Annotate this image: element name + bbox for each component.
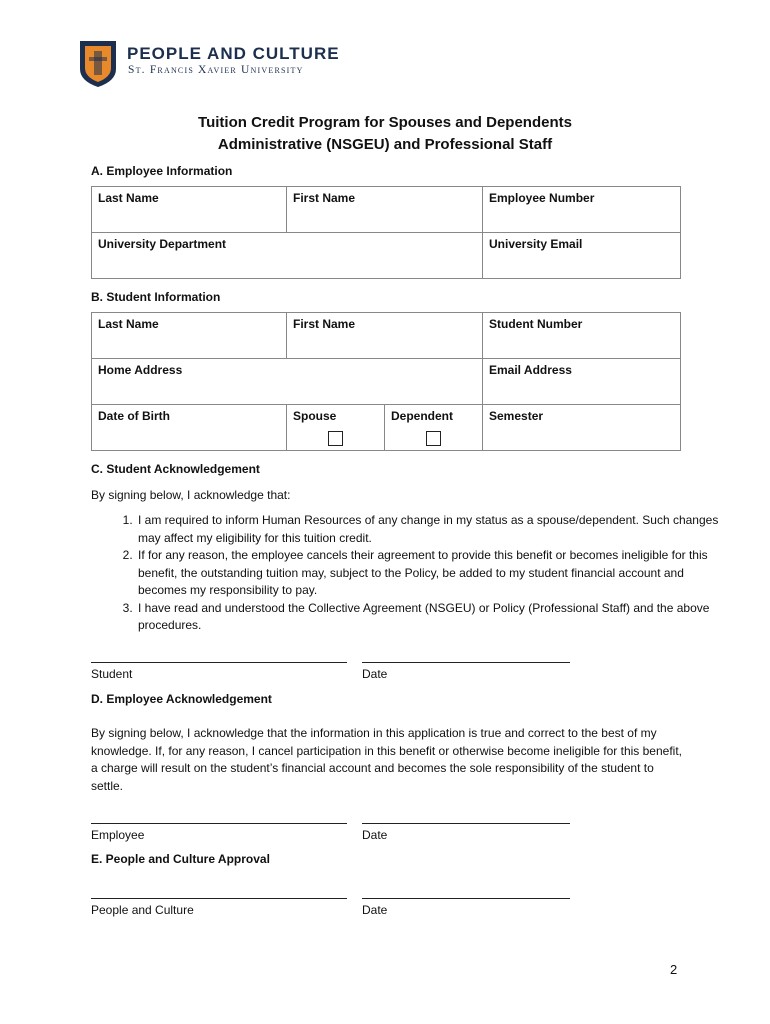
employee-date-line[interactable]: [362, 823, 570, 824]
university-email-field[interactable]: [483, 233, 681, 279]
field-label: Home Address: [98, 363, 183, 377]
list-item: 3. I have read and understood the Collective Agreement (NSGEU) or Policy (Professional Staff) and the above procedures.: [136, 600, 726, 635]
student-first-name-field[interactable]: [287, 313, 483, 359]
people-culture-signature-label: People and Culture: [91, 903, 194, 917]
spouse-option: [287, 405, 385, 451]
student-date-label: Date: [362, 667, 388, 681]
field-label: University Email: [489, 237, 583, 251]
dependent-checkbox[interactable]: [426, 431, 441, 446]
university-department-field[interactable]: [92, 233, 483, 279]
semester-field[interactable]: [483, 405, 681, 451]
brand-title: PEOPLE AND CULTURE: [127, 44, 340, 63]
employee-signature-label: Employee: [91, 828, 145, 842]
student-signature-label: Student: [91, 667, 133, 681]
brand-subtitle: St. Francis Xavier University: [128, 64, 304, 76]
page-number: 2: [670, 962, 678, 977]
field-label: Date of Birth: [98, 409, 170, 423]
people-culture-signature-line[interactable]: [91, 898, 347, 899]
field-label: Dependent: [391, 409, 454, 423]
employee-info-table: [91, 186, 681, 279]
people-culture-date-line[interactable]: [362, 898, 570, 899]
email-address-field[interactable]: [483, 359, 681, 405]
employee-date-label: Date: [362, 828, 388, 842]
document-subtitle: Administrative (NSGEU) and Professional Staff: [217, 136, 553, 153]
employee-signature-line[interactable]: [91, 823, 347, 824]
home-address-field[interactable]: [92, 359, 483, 405]
document-title: Tuition Credit Program for Spouses and Dependents: [198, 114, 572, 131]
field-label: Employee Number: [489, 191, 595, 205]
section-e-heading: E. People and Culture Approval: [91, 852, 270, 866]
employee-number-field[interactable]: [483, 187, 681, 233]
field-label: Last Name: [98, 317, 159, 331]
section-d-text: By signing below, I acknowledge that the information in this application is true and correct to the best of my knowledge. If, for any reason, I cancel participation in this benefit or otherwise become ineligible for this benefit, a charge will result on the student’s financial account and becomes the sole responsibility of the student to settle.: [91, 726, 682, 793]
section-c-heading: C. Student Acknowledgement: [91, 462, 260, 476]
employee-first-name-field[interactable]: [287, 187, 483, 233]
field-label: Semester: [489, 409, 544, 423]
field-label: Student Number: [489, 317, 583, 331]
people-culture-date-label: Date: [362, 903, 388, 917]
field-label: University Department: [98, 237, 227, 251]
student-signature-line[interactable]: [91, 662, 347, 663]
student-date-line[interactable]: [362, 662, 570, 663]
spouse-checkbox[interactable]: [328, 431, 343, 446]
field-label: Spouse: [293, 409, 337, 423]
dependent-option: [385, 405, 483, 451]
section-b-heading: B. Student Information: [91, 290, 221, 304]
field-label: Last Name: [98, 191, 159, 205]
employee-last-name-field[interactable]: [92, 187, 287, 233]
acknowledgement-list: [91, 512, 726, 635]
list-item: 1. I am required to inform Human Resources of any change in my status as a spouse/dependent. Such changes may affect my eligibility for this tuition credit.: [136, 512, 726, 547]
student-info-table: [91, 312, 681, 451]
list-item: 2. If for any reason, the employee cancels their agreement to provide this benefit or becomes ineligible for this benefit, the outstanding tuition may, subject to the Policy, be added to my student financial account and becomes my responsibility to pay.: [136, 547, 726, 600]
crest-icon: [78, 39, 118, 89]
section-d-heading: D. Employee Acknowledgement: [91, 692, 272, 706]
field-label: First Name: [293, 317, 356, 331]
section-a-heading: A. Employee Information: [91, 164, 233, 178]
field-label: First Name: [293, 191, 356, 205]
field-label: Email Address: [489, 363, 572, 377]
university-logo: [78, 39, 118, 89]
student-number-field[interactable]: [483, 313, 681, 359]
section-c-intro: By signing below, I acknowledge that:: [91, 488, 291, 502]
date-of-birth-field[interactable]: [92, 405, 287, 451]
student-last-name-field[interactable]: [92, 313, 287, 359]
